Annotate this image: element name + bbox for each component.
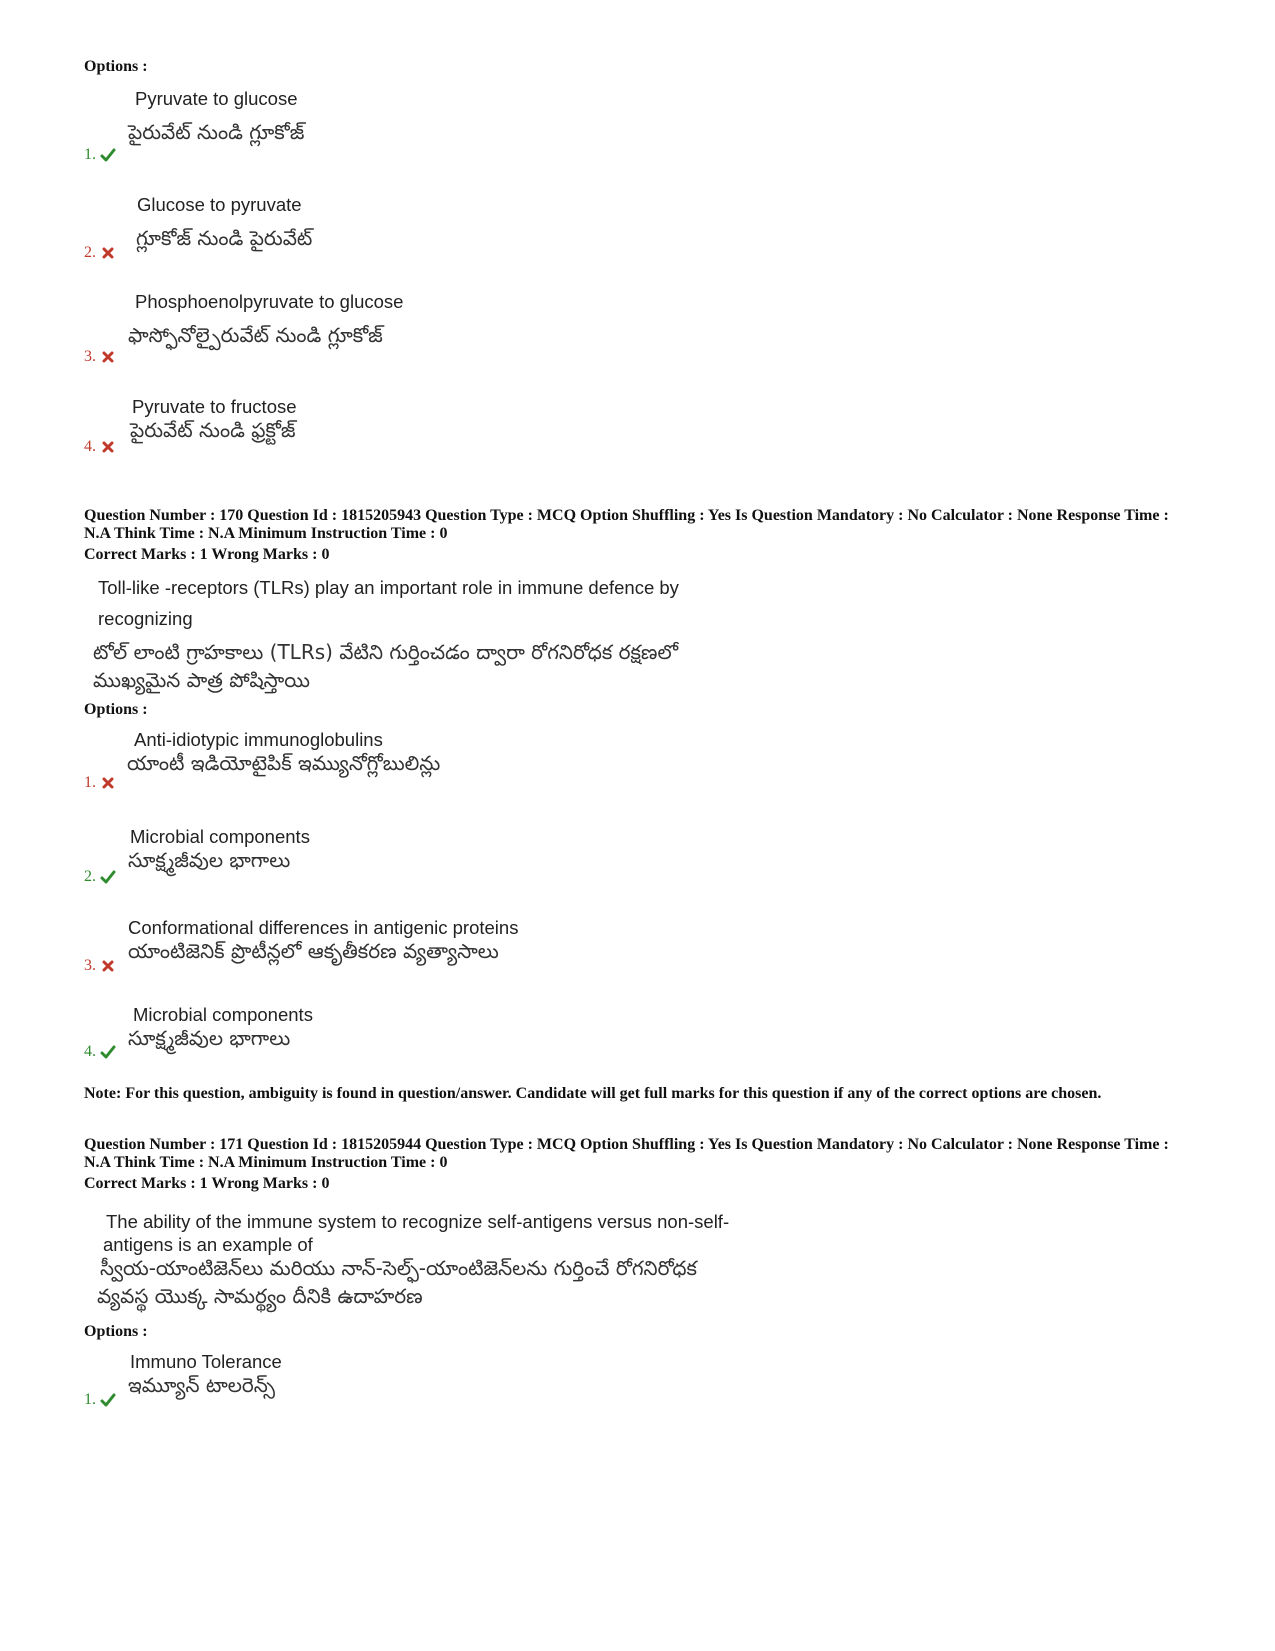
options-label: Options : <box>84 701 148 718</box>
question-meta: Question Number : 171 Question Id : 1815205944 Question Type : MCQ Option Shuffling : Yes Is Question Mandatory : No Calculator : None Response Time : N.A Think Time : N.A Minimum Instruction Time : 0 <box>84 1136 1169 1171</box>
question-text-te: వ్యవస్థ యొక్క సామర్థ్యం దీనికి ఉదాహరణ <box>97 1284 423 1308</box>
option-text-te: యాంటీ ఇడియోటైపిక్ ఇమ్యునోగ్లోబులిన్లు <box>127 751 441 775</box>
check-icon <box>100 1044 116 1060</box>
question-meta: Question Number : 170 Question Id : 1815205943 Question Type : MCQ Option Shuffling : Yes Is Question Mandatory : No Calculator : None Response Time : N.A Think Time : N.A Minimum Instruction Time : 0 <box>84 507 1169 542</box>
question-text-en: Toll-like -receptors (TLRs) play an important role in immune defence by <box>98 577 679 598</box>
option-text-te: సూక్ష్మజీవుల భాగాలు <box>128 1026 291 1050</box>
question-text-en: The ability of the immune system to recognize self-antigens versus non-self- <box>106 1211 730 1232</box>
question-text-te: ముఖ్యమైన పాత్ర పోషిస్తాయి <box>93 668 310 692</box>
option-text-te: ఫాస్ఫోనోల్పైరువేట్ నుండి గ్లూకోజ్ <box>128 323 383 347</box>
question-text-en: antigens is an example of <box>103 1234 313 1255</box>
option-text-te: పైరువేట్ నుండి గ్లూకోజ్ <box>128 120 305 144</box>
option-number: 4. <box>84 438 116 456</box>
option-text-en: Pyruvate to glucose <box>135 88 298 109</box>
option-number: 4. <box>84 1043 116 1061</box>
cross-icon <box>100 958 116 974</box>
option-text-en: Phosphoenolpyruvate to glucose <box>135 291 404 312</box>
options-label: Options : <box>84 58 148 75</box>
option-text-en: Microbial components <box>133 1004 313 1025</box>
options-label: Options : <box>84 1323 148 1340</box>
option-text-en: Anti-idiotypic immunoglobulins <box>134 729 383 750</box>
cross-icon <box>100 245 116 261</box>
option-number: 1. <box>84 774 116 792</box>
option-number: 3. <box>84 957 116 975</box>
option-text-te: సూక్ష్మజీవుల భాగాలు <box>128 848 291 872</box>
check-icon <box>100 1392 116 1408</box>
cross-icon <box>100 775 116 791</box>
option-text-te: గ్లూకోజ్ నుండి పైరువేట్ <box>136 226 313 250</box>
option-number: 1. <box>84 146 116 164</box>
option-text-te: యాంటిజెనిక్ ప్రొటీన్లలో ఆకృతీకరణ వ్యత్యాసాలు <box>128 939 499 963</box>
option-text-en: Conformational differences in antigenic proteins <box>128 917 519 938</box>
option-number: 3. <box>84 348 116 366</box>
option-number: 1. <box>84 1391 116 1409</box>
question-marks: Correct Marks : 1 Wrong Marks : 0 <box>84 1175 330 1192</box>
option-number: 2. <box>84 244 116 262</box>
option-text-en: Pyruvate to fructose <box>132 396 297 417</box>
option-number: 2. <box>84 868 116 886</box>
option-text-te: ఇమ్యూన్ టాలరెన్స్ <box>128 1373 275 1397</box>
option-text-te: పైరువేట్ నుండి ఫ్రక్టోజ్ <box>130 418 296 442</box>
option-text-en: Glucose to pyruvate <box>137 194 302 215</box>
question-text-te: స్వీయ-యాంటిజెన్‌లు మరియు నాన్-సెల్ఫ్-యాంటిజెన్‌లను గుర్తించే రోగనిరోధక <box>100 1256 697 1280</box>
question-text-en: recognizing <box>98 608 193 629</box>
ambiguity-note: Note: For this question, ambiguity is found in question/answer. Candidate will get full marks for this question if any of the correct options are chosen. <box>84 1085 1102 1102</box>
question-marks: Correct Marks : 1 Wrong Marks : 0 <box>84 546 330 563</box>
question-text-te: టోల్ లాంటి గ్రాహకాలు (TLRs) వేటిని గుర్తించడం ద్వారా రోగనిరోధక రక్షణలో <box>93 640 679 664</box>
option-text-en: Immuno Tolerance <box>130 1351 282 1372</box>
cross-icon <box>100 349 116 365</box>
option-text-en: Microbial components <box>130 826 310 847</box>
check-icon <box>100 147 116 163</box>
cross-icon <box>100 439 116 455</box>
check-icon <box>100 869 116 885</box>
